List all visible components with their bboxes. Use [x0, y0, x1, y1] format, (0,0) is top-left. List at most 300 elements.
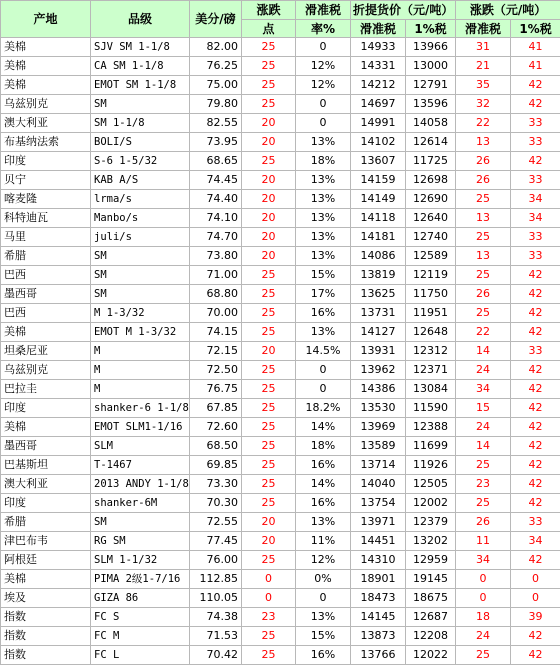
table-row — [1, 589, 560, 608]
price-1pct-cell: 12690 — [406, 190, 456, 209]
tax-rate-cell: 13% — [296, 133, 351, 152]
origin-cell: 津巴布韦 — [1, 532, 91, 551]
grade-cell: SM — [91, 95, 190, 114]
usd-cell: 72.15 — [190, 342, 242, 361]
diff-1pct-cell: 42 — [511, 76, 560, 95]
diff-1pct-cell: 42 — [511, 152, 560, 171]
price-slide-cell: 18473 — [351, 589, 406, 608]
price-slide-cell: 14212 — [351, 76, 406, 95]
change-cell: 25 — [242, 266, 296, 285]
price-slide-cell: 13766 — [351, 646, 406, 665]
diff-slide-cell: 22 — [456, 114, 511, 133]
table-row — [1, 323, 560, 342]
price-slide-cell: 14310 — [351, 551, 406, 570]
diff-slide-cell: 25 — [456, 266, 511, 285]
usd-cell: 112.85 — [190, 570, 242, 589]
table-row — [1, 361, 560, 380]
grade-cell: SM 1-1/8 — [91, 114, 190, 133]
origin-cell: 指数 — [1, 646, 91, 665]
origin-cell: 美棉 — [1, 57, 91, 76]
table-row — [1, 513, 560, 532]
change-cell: 20 — [242, 114, 296, 133]
usd-cell: 74.10 — [190, 209, 242, 228]
diff-slide-cell: 25 — [456, 228, 511, 247]
grade-cell: shanker-6M — [91, 494, 190, 513]
origin-cell: 布基纳法索 — [1, 133, 91, 152]
change-cell: 23 — [242, 608, 296, 627]
usd-cell: 71.53 — [190, 627, 242, 646]
price-1pct-cell: 12959 — [406, 551, 456, 570]
origin-cell: 美棉 — [1, 570, 91, 589]
change-cell: 0 — [242, 589, 296, 608]
price-1pct-cell: 12687 — [406, 608, 456, 627]
grade-cell: SLM — [91, 437, 190, 456]
grade-cell: M — [91, 380, 190, 399]
diff-1pct-cell: 42 — [511, 266, 560, 285]
tax-rate-cell: 13% — [296, 209, 351, 228]
diff-1pct-cell: 42 — [511, 456, 560, 475]
price-slide-cell: 14697 — [351, 95, 406, 114]
grade-cell: CA SM 1-1/8 — [91, 57, 190, 76]
origin-cell: 希腊 — [1, 513, 91, 532]
header-grade: 品级 — [91, 1, 190, 38]
diff-slide-cell: 34 — [456, 551, 511, 570]
tax-rate-cell: 13% — [296, 513, 351, 532]
origin-cell: 埃及 — [1, 589, 91, 608]
tax-rate-cell: 0 — [296, 361, 351, 380]
table-row — [1, 171, 560, 190]
diff-slide-cell: 15 — [456, 399, 511, 418]
diff-1pct-cell: 0 — [511, 589, 560, 608]
tax-rate-cell: 13% — [296, 323, 351, 342]
diff-slide-cell: 24 — [456, 627, 511, 646]
diff-slide-cell: 0 — [456, 570, 511, 589]
usd-cell: 69.85 — [190, 456, 242, 475]
header-origin: 产地 — [1, 1, 91, 38]
origin-cell: 墨西哥 — [1, 285, 91, 304]
tax-rate-cell: 15% — [296, 266, 351, 285]
tax-rate-cell: 17% — [296, 285, 351, 304]
header-diff-1pct: 1%税 — [511, 20, 560, 38]
tax-rate-cell: 13% — [296, 171, 351, 190]
grade-cell: RG SM — [91, 532, 190, 551]
table-row — [1, 114, 560, 133]
price-1pct-cell: 12505 — [406, 475, 456, 494]
change-cell: 20 — [242, 342, 296, 361]
table-row — [1, 285, 560, 304]
change-cell: 25 — [242, 456, 296, 475]
origin-cell: 印度 — [1, 152, 91, 171]
diff-1pct-cell: 34 — [511, 209, 560, 228]
diff-1pct-cell: 42 — [511, 494, 560, 513]
origin-cell: 巴西 — [1, 266, 91, 285]
diff-slide-cell: 25 — [456, 494, 511, 513]
grade-cell: GIZA 86 — [91, 589, 190, 608]
price-1pct-cell: 12640 — [406, 209, 456, 228]
header-price-slide: 滑准税 — [351, 20, 406, 38]
price-1pct-cell: 12371 — [406, 361, 456, 380]
tax-rate-cell: 12% — [296, 551, 351, 570]
table-row — [1, 570, 560, 589]
tax-rate-cell: 0% — [296, 570, 351, 589]
origin-cell: 澳大利亚 — [1, 475, 91, 494]
price-slide-cell: 13819 — [351, 266, 406, 285]
price-1pct-cell: 14058 — [406, 114, 456, 133]
price-slide-cell: 13754 — [351, 494, 406, 513]
price-1pct-cell: 12614 — [406, 133, 456, 152]
change-cell: 25 — [242, 399, 296, 418]
origin-cell: 乌兹别克 — [1, 361, 91, 380]
price-1pct-cell: 13202 — [406, 532, 456, 551]
price-1pct-cell: 19145 — [406, 570, 456, 589]
usd-cell: 73.95 — [190, 133, 242, 152]
diff-1pct-cell: 42 — [511, 627, 560, 646]
origin-cell: 科特迪瓦 — [1, 209, 91, 228]
origin-cell: 巴基斯坦 — [1, 456, 91, 475]
diff-1pct-cell: 42 — [511, 646, 560, 665]
table-row — [1, 532, 560, 551]
diff-1pct-cell: 34 — [511, 190, 560, 209]
price-slide-cell: 14331 — [351, 57, 406, 76]
tax-rate-cell: 15% — [296, 627, 351, 646]
usd-cell: 70.42 — [190, 646, 242, 665]
price-1pct-cell: 11699 — [406, 437, 456, 456]
price-slide-cell: 14040 — [351, 475, 406, 494]
origin-cell: 指数 — [1, 608, 91, 627]
usd-cell: 77.45 — [190, 532, 242, 551]
grade-cell: shanker-6 1-1/8 — [91, 399, 190, 418]
usd-cell: 70.30 — [190, 494, 242, 513]
grade-cell: FC L — [91, 646, 190, 665]
change-cell: 25 — [242, 627, 296, 646]
change-cell: 25 — [242, 304, 296, 323]
table-row — [1, 494, 560, 513]
tax-rate-cell: 0 — [296, 114, 351, 133]
tax-rate-cell: 0 — [296, 38, 351, 57]
diff-1pct-cell: 0 — [511, 570, 560, 589]
grade-cell: 2013 ANDY 1-1/8 — [91, 475, 190, 494]
tax-rate-cell: 13% — [296, 608, 351, 627]
price-slide-cell: 14159 — [351, 171, 406, 190]
origin-cell: 阿根廷 — [1, 551, 91, 570]
usd-cell: 71.00 — [190, 266, 242, 285]
change-cell: 25 — [242, 418, 296, 437]
change-cell: 0 — [242, 570, 296, 589]
change-cell: 25 — [242, 437, 296, 456]
origin-cell: 希腊 — [1, 247, 91, 266]
diff-1pct-cell: 41 — [511, 38, 560, 57]
header-diff-slide: 滑准税 — [456, 20, 511, 38]
diff-slide-cell: 26 — [456, 171, 511, 190]
usd-cell: 82.55 — [190, 114, 242, 133]
usd-cell: 72.55 — [190, 513, 242, 532]
price-slide-cell: 14149 — [351, 190, 406, 209]
usd-cell: 74.15 — [190, 323, 242, 342]
diff-1pct-cell: 42 — [511, 475, 560, 494]
diff-1pct-cell: 33 — [511, 171, 560, 190]
table-row — [1, 437, 560, 456]
change-cell: 20 — [242, 532, 296, 551]
tax-rate-cell: 0 — [296, 380, 351, 399]
diff-1pct-cell: 42 — [511, 551, 560, 570]
change-cell: 25 — [242, 57, 296, 76]
change-cell: 20 — [242, 190, 296, 209]
tax-rate-cell: 14% — [296, 475, 351, 494]
change-cell: 25 — [242, 494, 296, 513]
table-row — [1, 380, 560, 399]
tax-rate-cell: 18% — [296, 437, 351, 456]
diff-slide-cell: 18 — [456, 608, 511, 627]
diff-slide-cell: 26 — [456, 152, 511, 171]
table-row — [1, 399, 560, 418]
origin-cell: 美棉 — [1, 323, 91, 342]
diff-slide-cell: 35 — [456, 76, 511, 95]
grade-cell: FC S — [91, 608, 190, 627]
change-cell: 25 — [242, 475, 296, 494]
grade-cell: PIMA 2级1-7/16 — [91, 570, 190, 589]
grade-cell: EMOT M 1-3/32 — [91, 323, 190, 342]
header-change-top: 涨跌 — [242, 1, 296, 20]
price-1pct-cell: 12208 — [406, 627, 456, 646]
header-change-bottom: 点 — [242, 20, 296, 38]
grade-cell: SM — [91, 513, 190, 532]
diff-slide-cell: 24 — [456, 361, 511, 380]
header-tax-top: 滑准税 — [296, 1, 351, 20]
diff-slide-cell: 25 — [456, 456, 511, 475]
price-1pct-cell: 11590 — [406, 399, 456, 418]
table-row — [1, 133, 560, 152]
usd-cell: 76.75 — [190, 380, 242, 399]
price-1pct-cell: 12648 — [406, 323, 456, 342]
price-slide-cell: 14102 — [351, 133, 406, 152]
tax-rate-cell: 14.5% — [296, 342, 351, 361]
diff-1pct-cell: 42 — [511, 418, 560, 437]
diff-1pct-cell: 42 — [511, 323, 560, 342]
grade-cell: SLM 1-1/32 — [91, 551, 190, 570]
diff-slide-cell: 23 — [456, 475, 511, 494]
diff-slide-cell: 21 — [456, 57, 511, 76]
tax-rate-cell: 12% — [296, 76, 351, 95]
price-slide-cell: 18901 — [351, 570, 406, 589]
price-slide-cell: 14451 — [351, 532, 406, 551]
diff-1pct-cell: 41 — [511, 57, 560, 76]
diff-1pct-cell: 33 — [511, 247, 560, 266]
diff-slide-cell: 26 — [456, 285, 511, 304]
grade-cell: M 1-3/32 — [91, 304, 190, 323]
price-1pct-cell: 12312 — [406, 342, 456, 361]
diff-1pct-cell: 42 — [511, 361, 560, 380]
table-row — [1, 57, 560, 76]
origin-cell: 喀麦隆 — [1, 190, 91, 209]
change-cell: 25 — [242, 76, 296, 95]
price-slide-cell: 14118 — [351, 209, 406, 228]
usd-cell: 74.40 — [190, 190, 242, 209]
price-1pct-cell: 12740 — [406, 228, 456, 247]
table-row — [1, 95, 560, 114]
origin-cell: 印度 — [1, 399, 91, 418]
price-1pct-cell: 12791 — [406, 76, 456, 95]
usd-cell: 76.00 — [190, 551, 242, 570]
price-slide-cell: 13530 — [351, 399, 406, 418]
price-slide-cell: 13589 — [351, 437, 406, 456]
diff-slide-cell: 32 — [456, 95, 511, 114]
change-cell: 20 — [242, 133, 296, 152]
grade-cell: juli/s — [91, 228, 190, 247]
origin-cell: 指数 — [1, 627, 91, 646]
change-cell: 20 — [242, 209, 296, 228]
grade-cell: EMOT SLM1-1/16 — [91, 418, 190, 437]
grade-cell: lrma/s — [91, 190, 190, 209]
grade-cell: EMOT SM 1-1/8 — [91, 76, 190, 95]
grade-cell: BOLI/S — [91, 133, 190, 152]
tax-rate-cell: 13% — [296, 190, 351, 209]
tax-rate-cell: 18% — [296, 152, 351, 171]
price-slide-cell: 13731 — [351, 304, 406, 323]
diff-slide-cell: 24 — [456, 418, 511, 437]
change-cell: 25 — [242, 95, 296, 114]
usd-cell: 72.50 — [190, 361, 242, 380]
table-row — [1, 627, 560, 646]
table-row — [1, 190, 560, 209]
price-1pct-cell: 13084 — [406, 380, 456, 399]
change-cell: 25 — [242, 551, 296, 570]
diff-slide-cell: 0 — [456, 589, 511, 608]
grade-cell: KAB A/S — [91, 171, 190, 190]
usd-cell: 68.65 — [190, 152, 242, 171]
diff-1pct-cell: 33 — [511, 513, 560, 532]
change-cell: 25 — [242, 152, 296, 171]
tax-rate-cell: 14% — [296, 418, 351, 437]
diff-1pct-cell: 33 — [511, 133, 560, 152]
usd-cell: 70.00 — [190, 304, 242, 323]
diff-1pct-cell: 34 — [511, 532, 560, 551]
usd-cell: 73.30 — [190, 475, 242, 494]
price-slide-cell: 13962 — [351, 361, 406, 380]
price-slide-cell: 13971 — [351, 513, 406, 532]
price-slide-cell: 14991 — [351, 114, 406, 133]
price-1pct-cell: 13966 — [406, 38, 456, 57]
change-cell: 25 — [242, 380, 296, 399]
diff-1pct-cell: 39 — [511, 608, 560, 627]
price-1pct-cell: 12002 — [406, 494, 456, 513]
price-slide-cell: 14145 — [351, 608, 406, 627]
usd-cell: 79.80 — [190, 95, 242, 114]
table-row — [1, 646, 560, 665]
origin-cell: 美棉 — [1, 76, 91, 95]
table-row — [1, 76, 560, 95]
usd-cell: 75.00 — [190, 76, 242, 95]
diff-slide-cell: 13 — [456, 247, 511, 266]
diff-1pct-cell: 33 — [511, 114, 560, 133]
diff-slide-cell: 11 — [456, 532, 511, 551]
diff-1pct-cell: 42 — [511, 437, 560, 456]
table-row — [1, 266, 560, 285]
header-price-group: 折提货价（元/吨） — [351, 1, 456, 20]
price-slide-cell: 13625 — [351, 285, 406, 304]
table-row — [1, 342, 560, 361]
diff-1pct-cell: 33 — [511, 228, 560, 247]
usd-cell: 68.50 — [190, 437, 242, 456]
table-row — [1, 475, 560, 494]
price-1pct-cell: 12698 — [406, 171, 456, 190]
usd-cell: 74.38 — [190, 608, 242, 627]
diff-slide-cell: 31 — [456, 38, 511, 57]
grade-cell: M — [91, 361, 190, 380]
table-row — [1, 608, 560, 627]
table-row — [1, 228, 560, 247]
tax-rate-cell: 18.2% — [296, 399, 351, 418]
origin-cell: 马里 — [1, 228, 91, 247]
change-cell: 20 — [242, 513, 296, 532]
price-slide-cell: 14933 — [351, 38, 406, 57]
price-slide-cell: 13969 — [351, 418, 406, 437]
diff-slide-cell: 34 — [456, 380, 511, 399]
header-row-top — [1, 1, 560, 20]
table-row — [1, 304, 560, 323]
diff-1pct-cell: 42 — [511, 304, 560, 323]
header-tax-bottom: 率% — [296, 20, 351, 38]
usd-cell: 67.85 — [190, 399, 242, 418]
usd-cell: 74.70 — [190, 228, 242, 247]
change-cell: 20 — [242, 247, 296, 266]
table-row — [1, 551, 560, 570]
diff-1pct-cell: 33 — [511, 342, 560, 361]
diff-slide-cell: 26 — [456, 513, 511, 532]
diff-1pct-cell: 42 — [511, 285, 560, 304]
origin-cell: 乌兹别克 — [1, 95, 91, 114]
price-slide-cell: 14181 — [351, 228, 406, 247]
change-cell: 25 — [242, 285, 296, 304]
price-1pct-cell: 13596 — [406, 95, 456, 114]
origin-cell: 巴拉圭 — [1, 380, 91, 399]
price-1pct-cell: 12379 — [406, 513, 456, 532]
origin-cell: 巴西 — [1, 304, 91, 323]
table-row — [1, 209, 560, 228]
price-1pct-cell: 11750 — [406, 285, 456, 304]
origin-cell: 墨西哥 — [1, 437, 91, 456]
price-1pct-cell: 12119 — [406, 266, 456, 285]
table-row — [1, 247, 560, 266]
diff-slide-cell: 13 — [456, 209, 511, 228]
change-cell: 20 — [242, 228, 296, 247]
origin-cell: 坦桑尼亚 — [1, 342, 91, 361]
price-slide-cell: 13607 — [351, 152, 406, 171]
table-row — [1, 152, 560, 171]
header-usd: 美分/磅 — [190, 1, 242, 38]
price-1pct-cell: 13000 — [406, 57, 456, 76]
table-row — [1, 38, 560, 57]
tax-rate-cell: 0 — [296, 95, 351, 114]
table-row — [1, 456, 560, 475]
origin-cell: 澳大利亚 — [1, 114, 91, 133]
tax-rate-cell: 12% — [296, 57, 351, 76]
change-cell: 25 — [242, 323, 296, 342]
grade-cell: SM — [91, 285, 190, 304]
price-slide-cell: 14386 — [351, 380, 406, 399]
tax-rate-cell: 13% — [296, 228, 351, 247]
grade-cell: M — [91, 342, 190, 361]
grade-cell: Manbo/s — [91, 209, 190, 228]
grade-cell: S-6 1-5/32 — [91, 152, 190, 171]
price-slide-cell: 13931 — [351, 342, 406, 361]
origin-cell: 美棉 — [1, 38, 91, 57]
price-1pct-cell: 12589 — [406, 247, 456, 266]
tax-rate-cell: 16% — [296, 494, 351, 513]
table-row — [1, 418, 560, 437]
grade-cell: T-1467 — [91, 456, 190, 475]
grade-cell: FC M — [91, 627, 190, 646]
change-cell: 25 — [242, 38, 296, 57]
